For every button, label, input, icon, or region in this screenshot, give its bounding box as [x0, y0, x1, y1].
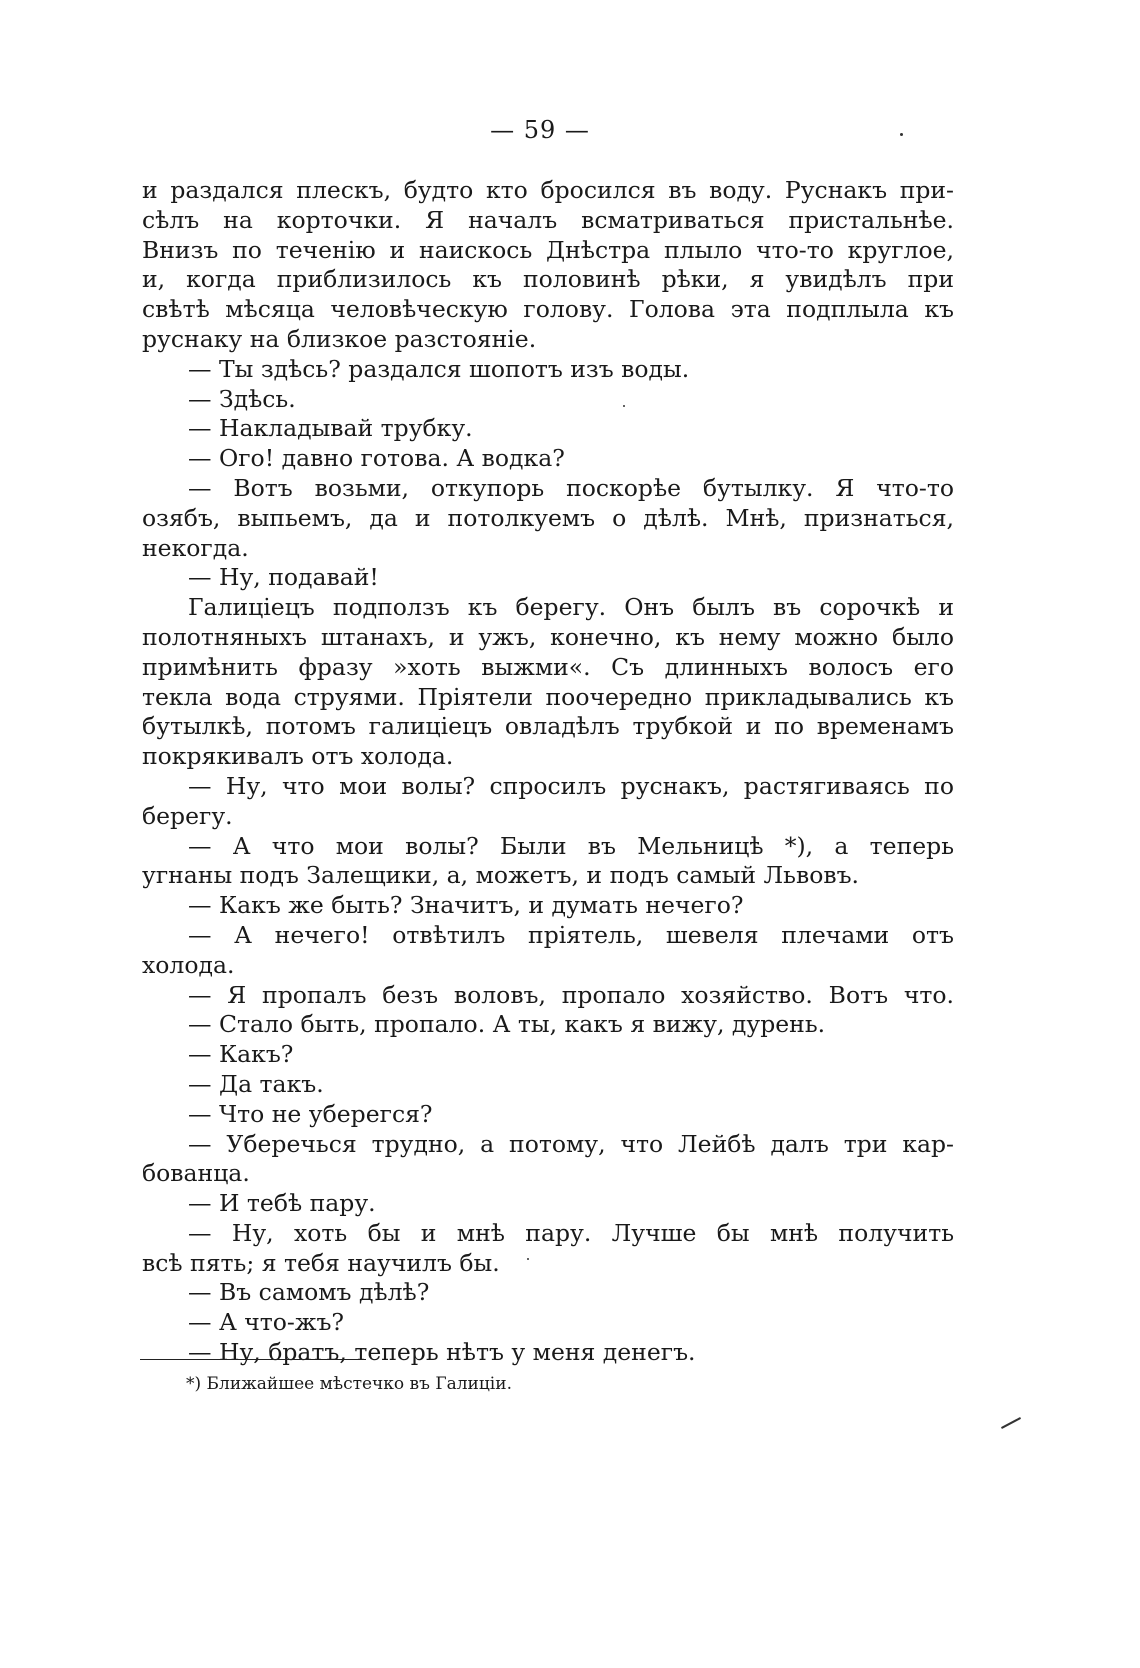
page-number: — 59 —: [490, 116, 590, 144]
text-line: — Да такъ.: [188, 1069, 324, 1098]
scan-speck: [1001, 1417, 1021, 1429]
text-line: свѣтѣ мѣсяца человѣческую голову. Голова эта подплыла къ: [142, 295, 954, 324]
text-line: — Ого! давно готова. А водка?: [188, 444, 565, 473]
text-line: — Уберечься трудно, а потому, что Лейбѣ далъ три кар-: [188, 1129, 954, 1158]
text-line: бованца.: [142, 1159, 250, 1188]
text-line: берегу.: [142, 801, 233, 830]
text-line: бутылкѣ, потомъ галиціецъ овладѣлъ трубкой и по временамъ: [142, 712, 954, 741]
text-line: Галиціецъ подползъ къ берегу. Онъ былъ въ сорочкѣ и: [188, 593, 954, 622]
text-line: холода.: [142, 950, 235, 979]
footnote-rule: [140, 1359, 366, 1360]
text-line: — Ну, что мои волы? спросилъ руснакъ, растягиваясь по: [188, 771, 954, 800]
text-line: полотняныхъ штанахъ, и ужъ, конечно, къ нему можно было: [142, 622, 954, 651]
text-line: озябъ, выпьемъ, да и потолкуемъ о дѣлѣ. Мнѣ, признаться,: [142, 503, 954, 532]
text-line: покрякивалъ отъ холода.: [142, 742, 454, 771]
text-line: — А что-жъ?: [188, 1308, 345, 1337]
text-line: примѣнить фразу »хоть выжми«. Съ длинныхъ волосъ его: [142, 652, 954, 681]
text-line: — Ты здѣсь? раздался шопотъ изъ воды.: [188, 354, 690, 383]
text-line: некогда.: [142, 533, 249, 562]
text-line: — А нечего! отвѣтилъ пріятель, шевеля плечами отъ: [188, 920, 954, 949]
text-line: — Здѣсь.: [188, 384, 296, 413]
text-line: угнаны подъ Залещики, а, можетъ, и подъ самый Львовъ.: [142, 861, 859, 890]
text-line: — Я пропалъ безъ воловъ, пропало хозяйство. Вотъ что.: [188, 980, 954, 1009]
text-line: — А что мои волы? Были въ Мельницѣ *), а теперь: [188, 831, 954, 860]
text-line: Внизъ по теченію и наискось Днѣстра плыло что-то круглое,: [142, 235, 954, 264]
text-line: всѣ пять; я тебя научилъ бы.: [142, 1248, 500, 1277]
text-line: — И тебѣ пару.: [188, 1189, 376, 1218]
scan-speck: [900, 133, 903, 136]
text-line: — Ну, хоть бы и мнѣ пару. Лучше бы мнѣ получить: [188, 1218, 954, 1247]
text-line: — Что не уберегся?: [188, 1099, 433, 1128]
text-line: — Ну, братъ, теперь нѣтъ у меня денегъ.: [188, 1338, 696, 1367]
footnote: *) Ближайшее мѣстечко въ Галиціи.: [186, 1374, 512, 1394]
body-text: [142, 176, 954, 1368]
text-line: — Вотъ возьми, откупорь поскорѣе бутылку. Я что-то: [188, 473, 954, 502]
scan-speck: [527, 1258, 529, 1260]
text-line: — Ну, подавай!: [188, 563, 379, 592]
text-line: — Какъ же быть? Значитъ, и думать нечего?: [188, 891, 744, 920]
scan-speck: [623, 405, 625, 407]
text-line: руснаку на близкое разстояніе.: [142, 324, 537, 353]
text-line: и раздался плескъ, будто кто бросился въ воду. Руснакъ при-: [142, 176, 954, 204]
text-line: — Стало быть, пропало. А ты, какъ я вижу, дурень.: [188, 1010, 826, 1039]
text-line: — Какъ?: [188, 1040, 294, 1069]
text-line: — Накладывай трубку.: [188, 414, 473, 443]
text-line: сѣлъ на корточки. Я началъ всматриваться пристальнѣе.: [142, 205, 954, 234]
text-line: и, когда приблизилось къ половинѣ рѣки, я увидѣлъ при: [142, 265, 954, 294]
text-line: текла вода струями. Пріятели поочередно прикладывались къ: [142, 682, 954, 711]
text-line: — Въ самомъ дѣлѣ?: [188, 1278, 430, 1307]
